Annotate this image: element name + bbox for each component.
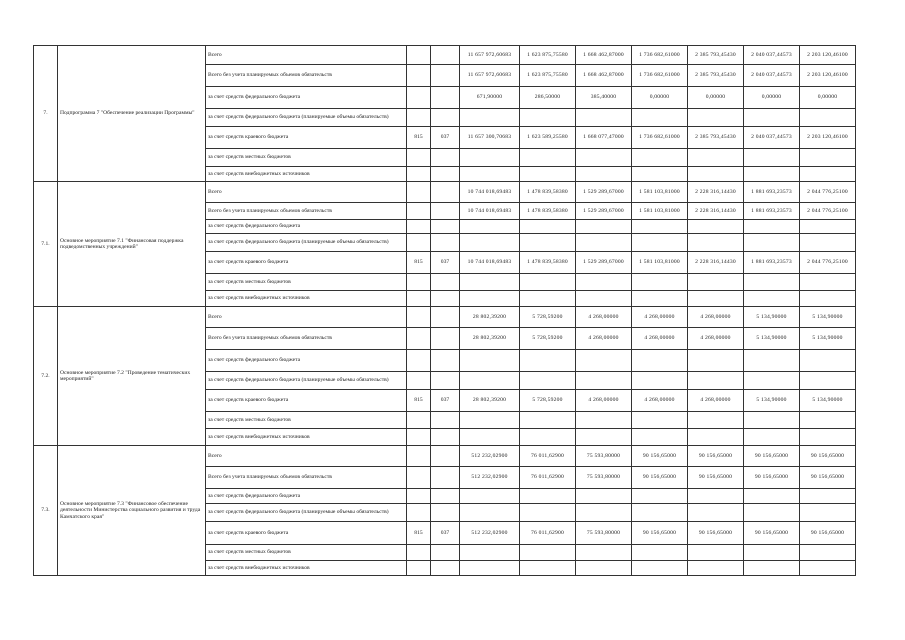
funding-source-label: за счет средств краевого бюджета xyxy=(206,252,407,274)
rz-code xyxy=(431,274,460,291)
amount-cell: 1 478 839,58380 xyxy=(520,203,576,220)
amount-cell xyxy=(576,234,632,252)
amount-cell: 4 268,00000 xyxy=(632,390,688,412)
funding-source-label: Всего xyxy=(206,307,407,328)
amount-cell xyxy=(576,489,632,504)
amount-cell: 90 156,65000 xyxy=(744,446,800,467)
amount-cell xyxy=(460,350,520,372)
amount-cell xyxy=(744,149,800,167)
amount-cell: 5 134,90000 xyxy=(744,328,800,350)
grbs-code xyxy=(407,307,431,328)
amount-cell: 11 657 300,70683 xyxy=(460,127,520,149)
budget-table xyxy=(33,45,856,576)
amount-cell xyxy=(744,429,800,446)
amount-cell: 1 529 289,67000 xyxy=(576,203,632,220)
section-number: 7.1. xyxy=(34,182,58,307)
amount-cell: 4 268,00000 xyxy=(632,328,688,350)
amount-cell: 4 268,00000 xyxy=(576,328,632,350)
grbs-code: 815 xyxy=(407,522,431,545)
rz-code xyxy=(431,234,460,252)
amount-cell: 1 478 839,58380 xyxy=(520,252,576,274)
grbs-code xyxy=(407,274,431,291)
rz-code: 037 xyxy=(431,252,460,274)
funding-source-label: Всего без учета планируемых объемов обязательств xyxy=(206,65,407,87)
amount-cell xyxy=(632,504,688,522)
amount-cell xyxy=(688,220,744,234)
amount-cell xyxy=(632,274,688,291)
amount-cell: 76 011,62900 xyxy=(520,446,576,467)
amount-cell xyxy=(800,429,856,446)
amount-cell xyxy=(460,489,520,504)
funding-source-label: Всего xyxy=(206,446,407,467)
amount-cell xyxy=(744,504,800,522)
amount-cell xyxy=(800,149,856,167)
grbs-code xyxy=(407,467,431,489)
table-row xyxy=(34,446,856,467)
grbs-code xyxy=(407,291,431,307)
funding-source-label: за счет средств внебюджетных источников xyxy=(206,561,407,576)
amount-cell xyxy=(800,220,856,234)
section-number: 7.3. xyxy=(34,446,58,576)
amount-cell xyxy=(460,274,520,291)
amount-cell xyxy=(460,372,520,390)
amount-cell: 90 156,65000 xyxy=(632,467,688,489)
grbs-code xyxy=(407,149,431,167)
amount-cell: 2 203 120,46100 xyxy=(800,46,856,65)
amount-cell: 90 156,65000 xyxy=(688,467,744,489)
amount-cell xyxy=(576,167,632,182)
amount-cell: 90 156,65000 xyxy=(688,522,744,545)
amount-cell xyxy=(632,429,688,446)
section-title: Подпрограмма 7 "Обеспечение реализации Программы" xyxy=(58,46,206,182)
amount-cell xyxy=(520,109,576,127)
rz-code xyxy=(431,429,460,446)
section-title: Основное мероприятие 7.2 "Проведение тематических мероприятий" xyxy=(58,307,206,446)
amount-cell xyxy=(632,220,688,234)
amount-cell xyxy=(632,234,688,252)
amount-cell: 4 268,00000 xyxy=(632,307,688,328)
rz-code xyxy=(431,545,460,561)
amount-cell xyxy=(688,109,744,127)
amount-cell xyxy=(460,220,520,234)
amount-cell xyxy=(460,561,520,576)
amount-cell xyxy=(460,234,520,252)
rz-code xyxy=(431,504,460,522)
funding-source-label: за счет средств федерального бюджета xyxy=(206,87,407,109)
amount-cell xyxy=(800,291,856,307)
amount-cell: 0,00000 xyxy=(800,87,856,109)
amount-cell xyxy=(632,350,688,372)
amount-cell xyxy=(520,489,576,504)
amount-cell xyxy=(520,412,576,429)
amount-cell: 28 802,39200 xyxy=(460,328,520,350)
grbs-code xyxy=(407,446,431,467)
amount-cell: 75 593,80000 xyxy=(576,467,632,489)
amount-cell xyxy=(744,274,800,291)
amount-cell xyxy=(688,412,744,429)
amount-cell: 2 040 037,44573 xyxy=(744,127,800,149)
amount-cell: 2 040 037,44573 xyxy=(744,46,800,65)
section-title: Основное мероприятие 7.3 "Финансовое обеспечение деятельности Министерства социального развития и труда Камчатского края" xyxy=(58,446,206,576)
amount-cell: 90 156,65000 xyxy=(688,446,744,467)
funding-source-label: за счет средств федерального бюджета xyxy=(206,489,407,504)
amount-cell xyxy=(576,504,632,522)
amount-cell xyxy=(632,561,688,576)
funding-source-label: Всего без учета планируемых объемов обязательств xyxy=(206,328,407,350)
amount-cell xyxy=(744,372,800,390)
grbs-code xyxy=(407,65,431,87)
amount-cell: 5 728,59200 xyxy=(520,307,576,328)
amount-cell xyxy=(460,504,520,522)
amount-cell xyxy=(744,109,800,127)
rz-code xyxy=(431,489,460,504)
rz-code: 037 xyxy=(431,127,460,149)
amount-cell: 1 581 103,81000 xyxy=(632,252,688,274)
rz-code: 037 xyxy=(431,522,460,545)
funding-source-label: за счет средств краевого бюджета xyxy=(206,390,407,412)
amount-cell xyxy=(632,109,688,127)
amount-cell xyxy=(460,412,520,429)
rz-code xyxy=(431,46,460,65)
amount-cell xyxy=(460,149,520,167)
funding-source-label: Всего xyxy=(206,46,407,65)
amount-cell xyxy=(688,372,744,390)
amount-cell: 1 881 693,23573 xyxy=(744,252,800,274)
amount-cell: 2 228 316,14430 xyxy=(688,252,744,274)
amount-cell: 2 203 120,46100 xyxy=(800,127,856,149)
amount-cell xyxy=(520,504,576,522)
rz-code xyxy=(431,446,460,467)
amount-cell: 5 134,90000 xyxy=(800,390,856,412)
amount-cell: 2 228 316,14430 xyxy=(688,182,744,203)
amount-cell: 90 156,65000 xyxy=(632,446,688,467)
amount-cell: 1 623 875,75580 xyxy=(520,46,576,65)
amount-cell: 90 156,65000 xyxy=(800,522,856,545)
amount-cell xyxy=(576,429,632,446)
amount-cell: 1 668 077,47000 xyxy=(576,127,632,149)
funding-source-label: за счет средств краевого бюджета xyxy=(206,522,407,545)
amount-cell xyxy=(520,561,576,576)
amount-cell xyxy=(688,234,744,252)
amount-cell xyxy=(744,489,800,504)
grbs-code xyxy=(407,46,431,65)
amount-cell xyxy=(632,412,688,429)
amount-cell xyxy=(576,372,632,390)
amount-cell: 286,50000 xyxy=(520,87,576,109)
rz-code xyxy=(431,291,460,307)
amount-cell: 1 736 682,61000 xyxy=(632,127,688,149)
grbs-code xyxy=(407,167,431,182)
amount-cell xyxy=(744,234,800,252)
amount-cell: 5 134,90000 xyxy=(744,390,800,412)
amount-cell xyxy=(460,545,520,561)
rz-code xyxy=(431,167,460,182)
funding-source-label: за счет средств внебюджетных источников xyxy=(206,167,407,182)
amount-cell xyxy=(576,109,632,127)
amount-cell: 10 744 018,69483 xyxy=(460,182,520,203)
amount-cell xyxy=(632,291,688,307)
amount-cell: 90 156,65000 xyxy=(744,522,800,545)
rz-code xyxy=(431,203,460,220)
amount-cell xyxy=(688,350,744,372)
funding-source-label: за счет средств внебюджетных источников xyxy=(206,291,407,307)
funding-source-label: за счет средств внебюджетных источников xyxy=(206,429,407,446)
amount-cell: 1 529 289,67000 xyxy=(576,252,632,274)
amount-cell xyxy=(688,561,744,576)
rz-code xyxy=(431,328,460,350)
rz-code xyxy=(431,412,460,429)
section-number: 7.2. xyxy=(34,307,58,446)
amount-cell xyxy=(576,561,632,576)
funding-source-label: за счет средств местных бюджетов xyxy=(206,545,407,561)
amount-cell xyxy=(460,167,520,182)
amount-cell xyxy=(520,429,576,446)
amount-cell: 1 623 589,25580 xyxy=(520,127,576,149)
grbs-code xyxy=(407,234,431,252)
grbs-code xyxy=(407,328,431,350)
amount-cell xyxy=(520,372,576,390)
amount-cell xyxy=(800,109,856,127)
grbs-code xyxy=(407,545,431,561)
amount-cell: 512 232,02900 xyxy=(460,446,520,467)
rz-code xyxy=(431,149,460,167)
amount-cell xyxy=(520,167,576,182)
amount-cell xyxy=(632,149,688,167)
rz-code xyxy=(431,467,460,489)
amount-cell: 10 744 018,69483 xyxy=(460,203,520,220)
amount-cell: 1 581 103,81000 xyxy=(632,182,688,203)
funding-source-label: за счет средств федерального бюджета (планируемые объемы обязательств) xyxy=(206,504,407,522)
amount-cell: 512 232,02900 xyxy=(460,467,520,489)
grbs-code xyxy=(407,109,431,127)
table-row xyxy=(34,182,856,203)
amount-cell xyxy=(744,167,800,182)
amount-cell: 11 657 972,60683 xyxy=(460,46,520,65)
amount-cell xyxy=(744,350,800,372)
grbs-code xyxy=(407,87,431,109)
amount-cell: 1 478 839,58380 xyxy=(520,182,576,203)
funding-source-label: за счет средств федерального бюджета (планируемые объемы обязательств) xyxy=(206,372,407,390)
amount-cell: 5 728,59200 xyxy=(520,328,576,350)
amount-cell xyxy=(576,149,632,167)
amount-cell: 671,90000 xyxy=(460,87,520,109)
section-number: 7. xyxy=(34,46,58,182)
amount-cell xyxy=(576,220,632,234)
amount-cell: 75 593,80000 xyxy=(576,522,632,545)
funding-source-label: за счет средств федерального бюджета xyxy=(206,350,407,372)
amount-cell: 1 623 875,75580 xyxy=(520,65,576,87)
amount-cell xyxy=(460,109,520,127)
amount-cell xyxy=(800,167,856,182)
rz-code xyxy=(431,65,460,87)
amount-cell xyxy=(520,220,576,234)
rz-code xyxy=(431,182,460,203)
rz-code xyxy=(431,109,460,127)
amount-cell: 1 668 462,87000 xyxy=(576,65,632,87)
grbs-code xyxy=(407,372,431,390)
grbs-code xyxy=(407,203,431,220)
amount-cell: 1 881 693,23573 xyxy=(744,182,800,203)
rz-code xyxy=(431,87,460,109)
amount-cell xyxy=(744,561,800,576)
amount-cell: 1 529 289,67000 xyxy=(576,182,632,203)
funding-source-label: Всего без учета планируемых объемов обязательств xyxy=(206,467,407,489)
amount-cell: 4 268,00000 xyxy=(688,328,744,350)
amount-cell xyxy=(800,545,856,561)
amount-cell: 11 657 972,60683 xyxy=(460,65,520,87)
amount-cell: 0,00000 xyxy=(688,87,744,109)
amount-cell: 2 385 793,45430 xyxy=(688,46,744,65)
amount-cell: 10 744 018,69483 xyxy=(460,252,520,274)
amount-cell: 90 156,65000 xyxy=(632,522,688,545)
amount-cell: 76 011,62900 xyxy=(520,522,576,545)
funding-source-label: за счет средств краевого бюджета xyxy=(206,127,407,149)
grbs-code: 815 xyxy=(407,127,431,149)
rz-code xyxy=(431,307,460,328)
amount-cell xyxy=(688,274,744,291)
grbs-code xyxy=(407,429,431,446)
amount-cell xyxy=(632,545,688,561)
amount-cell: 2 044 776,25100 xyxy=(800,203,856,220)
amount-cell xyxy=(800,234,856,252)
funding-source-label: за счет средств федерального бюджета (планируемые объемы обязательств) xyxy=(206,234,407,252)
amount-cell: 385,40000 xyxy=(576,87,632,109)
amount-cell xyxy=(688,504,744,522)
amount-cell: 5 728,59200 xyxy=(520,390,576,412)
amount-cell: 5 134,90000 xyxy=(800,307,856,328)
rz-code xyxy=(431,350,460,372)
amount-cell xyxy=(632,489,688,504)
amount-cell xyxy=(688,167,744,182)
grbs-code xyxy=(407,412,431,429)
amount-cell xyxy=(744,412,800,429)
grbs-code xyxy=(407,220,431,234)
amount-cell xyxy=(800,561,856,576)
grbs-code: 815 xyxy=(407,252,431,274)
amount-cell: 76 011,62900 xyxy=(520,467,576,489)
funding-source-label: за счет средств федерального бюджета (планируемые объемы обязательств) xyxy=(206,109,407,127)
amount-cell: 90 156,65000 xyxy=(800,446,856,467)
amount-cell: 4 268,00000 xyxy=(688,307,744,328)
amount-cell: 4 268,00000 xyxy=(576,390,632,412)
amount-cell xyxy=(576,274,632,291)
amount-cell xyxy=(800,504,856,522)
amount-cell xyxy=(520,291,576,307)
rz-code xyxy=(431,561,460,576)
amount-cell: 28 802,39200 xyxy=(460,307,520,328)
funding-source-label: за счет средств федерального бюджета xyxy=(206,220,407,234)
amount-cell xyxy=(800,350,856,372)
grbs-code xyxy=(407,182,431,203)
amount-cell: 75 593,80000 xyxy=(576,446,632,467)
amount-cell: 2 228 316,14430 xyxy=(688,203,744,220)
rz-code xyxy=(431,220,460,234)
amount-cell xyxy=(576,412,632,429)
amount-cell xyxy=(632,372,688,390)
amount-cell xyxy=(800,274,856,291)
amount-cell: 5 134,90000 xyxy=(800,328,856,350)
amount-cell xyxy=(460,291,520,307)
amount-cell xyxy=(520,234,576,252)
amount-cell: 512 232,02900 xyxy=(460,522,520,545)
rz-code: 037 xyxy=(431,390,460,412)
table-row xyxy=(34,307,856,328)
amount-cell xyxy=(688,429,744,446)
amount-cell: 1 881 693,23573 xyxy=(744,203,800,220)
grbs-code: 815 xyxy=(407,390,431,412)
amount-cell xyxy=(744,545,800,561)
grbs-code xyxy=(407,504,431,522)
funding-source-label: за счет средств местных бюджетов xyxy=(206,412,407,429)
amount-cell: 90 156,65000 xyxy=(744,467,800,489)
grbs-code xyxy=(407,561,431,576)
funding-source-label: Всего xyxy=(206,182,407,203)
amount-cell: 0,00000 xyxy=(632,87,688,109)
amount-cell xyxy=(520,149,576,167)
amount-cell xyxy=(520,545,576,561)
amount-cell xyxy=(576,350,632,372)
amount-cell: 4 268,00000 xyxy=(576,307,632,328)
funding-source-label: за счет средств местных бюджетов xyxy=(206,274,407,291)
amount-cell: 2 044 776,25100 xyxy=(800,182,856,203)
amount-cell: 0,00000 xyxy=(744,87,800,109)
amount-cell xyxy=(520,350,576,372)
section-title: Основное мероприятие 7.1 "Финансовая поддержка подведомственных учреждений" xyxy=(58,182,206,307)
amount-cell xyxy=(688,291,744,307)
amount-cell xyxy=(800,489,856,504)
amount-cell: 90 156,65000 xyxy=(800,467,856,489)
amount-cell: 2 203 120,46100 xyxy=(800,65,856,87)
amount-cell xyxy=(744,220,800,234)
grbs-code xyxy=(407,489,431,504)
amount-cell xyxy=(576,545,632,561)
funding-source-label: Всего без учета планируемых объемов обязательств xyxy=(206,203,407,220)
table-row xyxy=(34,46,856,65)
amount-cell xyxy=(744,291,800,307)
grbs-code xyxy=(407,350,431,372)
amount-cell xyxy=(460,429,520,446)
amount-cell xyxy=(520,274,576,291)
amount-cell xyxy=(576,291,632,307)
amount-cell xyxy=(800,372,856,390)
amount-cell: 2 044 776,25100 xyxy=(800,252,856,274)
amount-cell: 2 040 037,44573 xyxy=(744,65,800,87)
amount-cell: 1 736 682,61000 xyxy=(632,46,688,65)
amount-cell xyxy=(688,489,744,504)
amount-cell: 4 268,00000 xyxy=(688,390,744,412)
rz-code xyxy=(431,372,460,390)
amount-cell: 2 385 793,45430 xyxy=(688,127,744,149)
funding-source-label: за счет средств местных бюджетов xyxy=(206,149,407,167)
amount-cell: 5 134,90000 xyxy=(744,307,800,328)
amount-cell xyxy=(632,167,688,182)
amount-cell: 1 668 462,87000 xyxy=(576,46,632,65)
amount-cell xyxy=(688,149,744,167)
amount-cell: 2 385 793,45430 xyxy=(688,65,744,87)
amount-cell: 1 736 682,61000 xyxy=(632,65,688,87)
amount-cell: 1 581 103,81000 xyxy=(632,203,688,220)
amount-cell xyxy=(800,412,856,429)
amount-cell: 28 802,39200 xyxy=(460,390,520,412)
amount-cell xyxy=(688,545,744,561)
